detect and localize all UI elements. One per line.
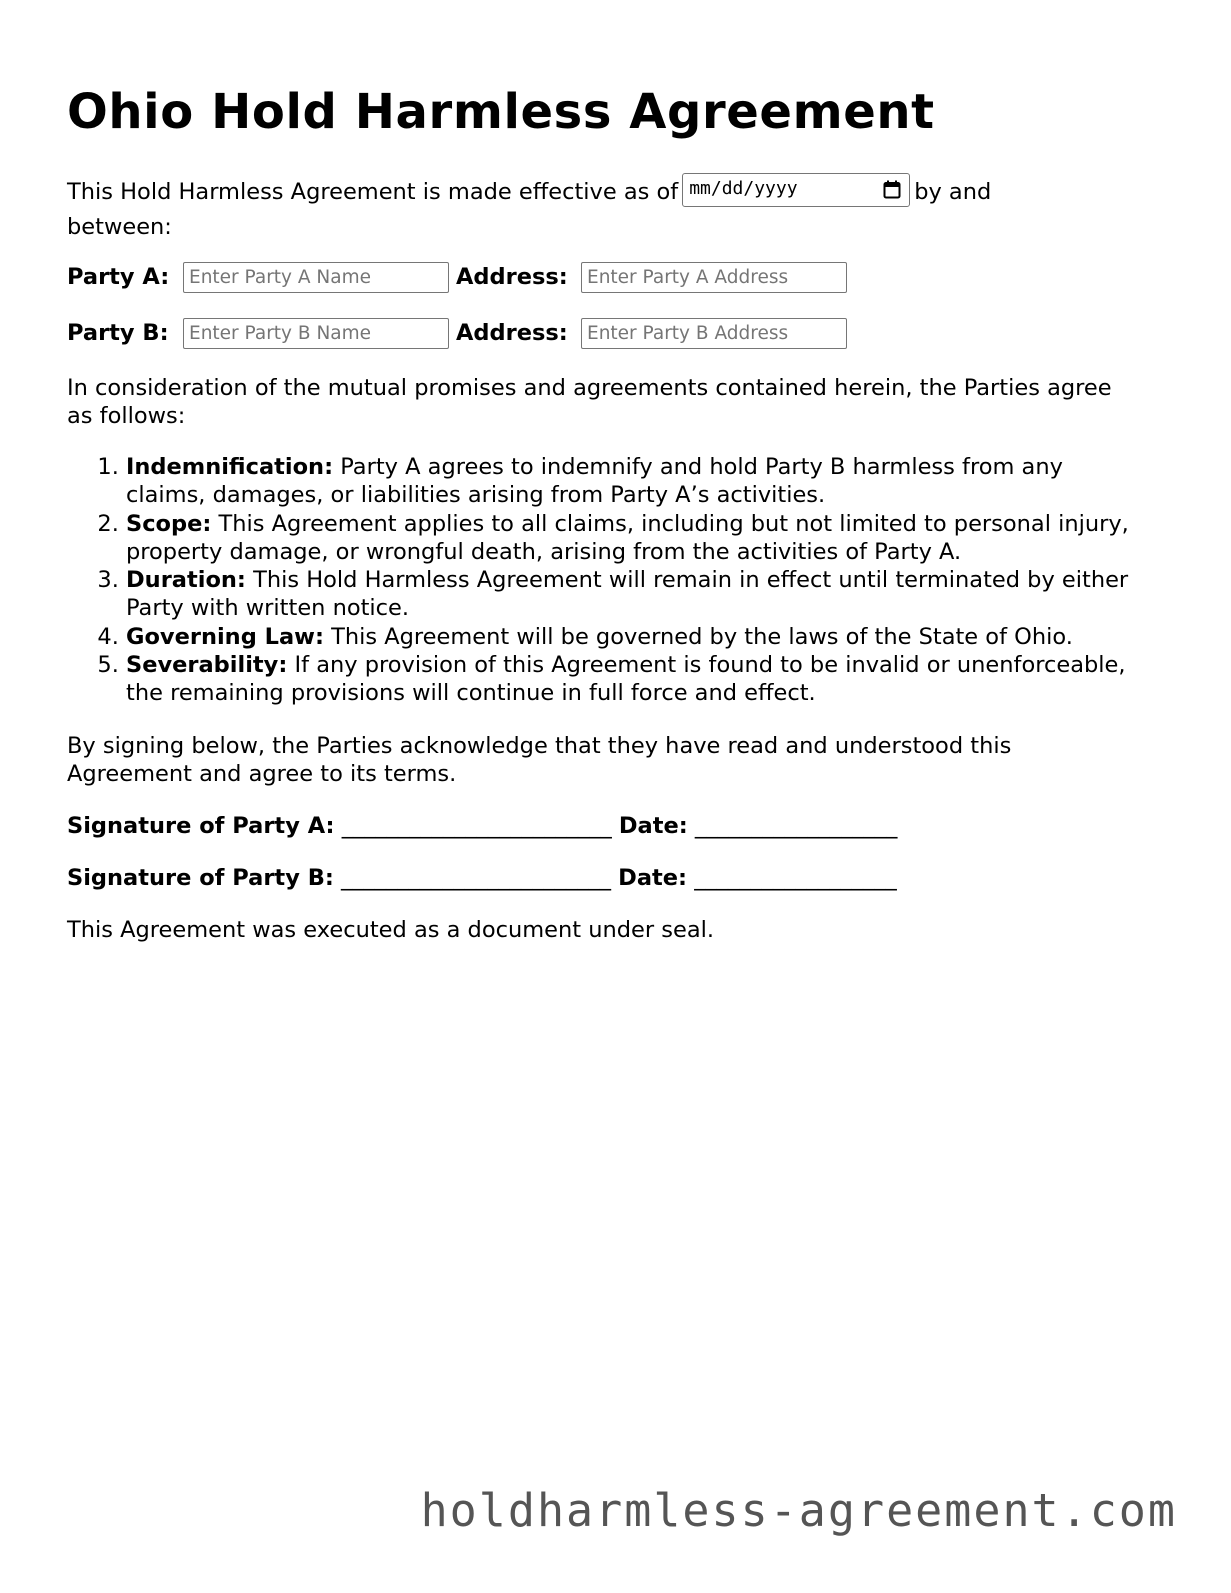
term-heading: Duration:	[126, 567, 246, 594]
page-title: Ohio Hold Harmless Agreement	[67, 84, 935, 140]
consideration-paragraph: In consideration of the mutual promises and agreements contained herein, the Parties agree as follows:	[67, 375, 1112, 429]
signature-b-date-label: Date:	[618, 865, 688, 891]
terms-list	[67, 453, 1136, 708]
party-b-address-input[interactable]	[581, 318, 847, 349]
party-a-label: Party A:	[67, 264, 170, 290]
website-watermark: holdharmless-agreement.com	[420, 1484, 1177, 1537]
term-item	[126, 651, 1136, 708]
term-text: Party A agrees to indemnify and hold Party B harmless from any claims, damages, or liabilities arising from Party A’s activities.	[126, 454, 1063, 509]
intro-paragraph	[67, 175, 1067, 245]
party-a-address-label: Address:	[456, 264, 568, 290]
term-item	[126, 510, 1136, 567]
closing-statement: This Agreement was executed as a document under seal.	[67, 917, 715, 943]
party-b-label: Party B:	[67, 320, 169, 346]
term-text: This Agreement will be governed by the laws of the State of Ohio.	[331, 623, 1073, 650]
party-a-address-input[interactable]	[581, 262, 847, 293]
term-text: This Hold Harmless Agreement will remain in effect until terminated by either Party with written notice.	[126, 567, 1129, 622]
term-text: If any provision of this Agreement is found to be invalid or unenforceable, the remaining provisions will continue in full force and effect.	[126, 652, 1126, 707]
party-a-name-input[interactable]	[183, 262, 449, 293]
effective-date-input[interactable]	[682, 173, 910, 207]
signature-row-party-a	[67, 812, 897, 840]
term-heading: Severability:	[126, 652, 288, 679]
date-placeholder: mm/dd/yyyy	[689, 177, 798, 199]
signature-a-line: ________________________	[341, 813, 612, 839]
signature-a-date-label: Date:	[618, 813, 688, 839]
signature-a-label: Signature of Party A:	[67, 813, 335, 839]
party-b-name-input[interactable]	[183, 318, 449, 349]
calendar-icon[interactable]	[883, 180, 901, 199]
signature-b-label: Signature of Party B:	[67, 865, 334, 891]
term-heading: Indemnification:	[126, 454, 334, 480]
term-item	[126, 566, 1136, 623]
term-item	[126, 453, 1136, 510]
party-b-address-label: Address:	[456, 320, 568, 346]
term-heading: Governing Law:	[126, 623, 324, 650]
signature-b-line: ________________________	[341, 865, 611, 891]
term-item	[126, 623, 1136, 651]
signature-b-date-line: __________________	[694, 865, 897, 891]
term-text: This Agreement applies to all claims, including but not limited to personal injury, property damage, or wrongful death, arising from the activities of Party A.	[126, 510, 1129, 565]
signature-row-party-b	[67, 864, 897, 892]
signature-a-date-line: __________________	[694, 813, 898, 839]
acknowledgement-paragraph: By signing below, the Parties acknowledge that they have read and understood this Agreement and agree to its terms.	[67, 733, 1012, 787]
term-heading: Scope:	[126, 510, 212, 537]
intro-text-after: by and between:	[67, 179, 992, 240]
intro-text-before: This Hold Harmless Agreement is made effective as of	[67, 179, 679, 205]
